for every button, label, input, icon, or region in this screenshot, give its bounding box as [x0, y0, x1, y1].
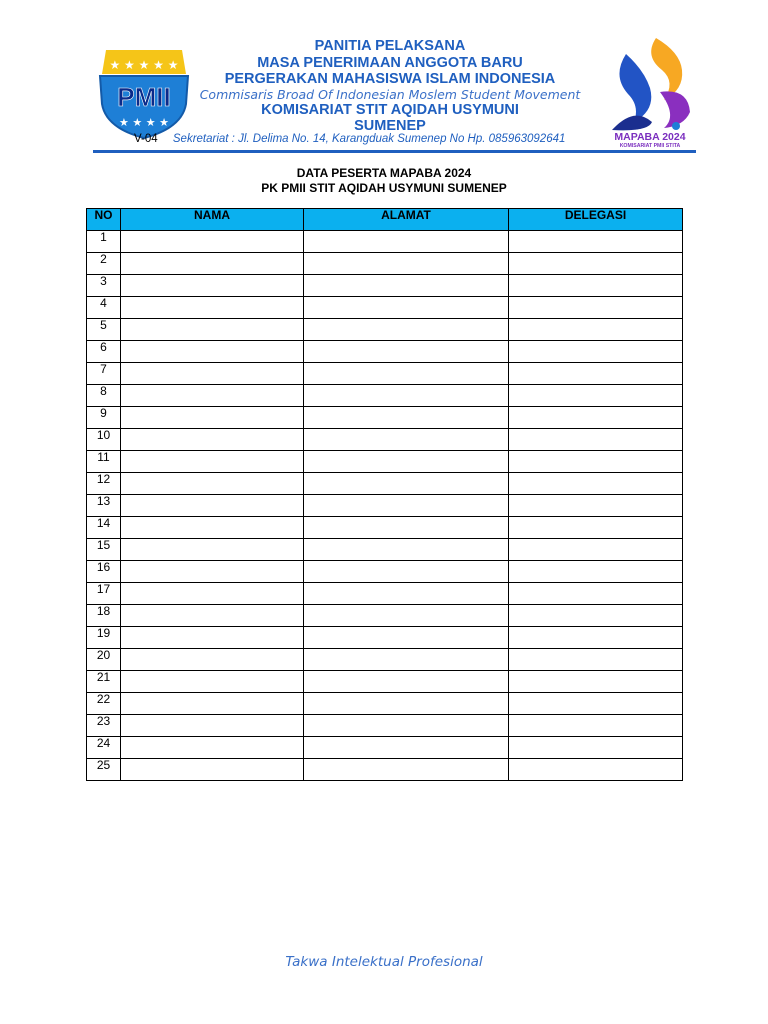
nama-cell[interactable]: [121, 253, 304, 275]
row-number: 1: [87, 231, 121, 253]
delegasi-cell[interactable]: [509, 539, 683, 561]
row-number: 18: [87, 605, 121, 627]
alamat-cell[interactable]: [304, 363, 509, 385]
delegasi-cell[interactable]: [509, 253, 683, 275]
delegasi-cell[interactable]: [509, 495, 683, 517]
nama-cell[interactable]: [121, 693, 304, 715]
alamat-cell[interactable]: [304, 341, 509, 363]
row-number: 20: [87, 649, 121, 671]
delegasi-cell[interactable]: [509, 627, 683, 649]
nama-cell[interactable]: [121, 451, 304, 473]
header-divider: [93, 150, 696, 153]
delegasi-cell[interactable]: [509, 341, 683, 363]
row-number: 7: [87, 363, 121, 385]
delegasi-cell[interactable]: [509, 363, 683, 385]
col-header-nama: NAMA: [121, 209, 304, 231]
table-row: [87, 451, 683, 473]
alamat-cell[interactable]: [304, 649, 509, 671]
table-row: [87, 473, 683, 495]
table-row: [87, 671, 683, 693]
nama-cell[interactable]: [121, 407, 304, 429]
row-number: 23: [87, 715, 121, 737]
row-number: 25: [87, 759, 121, 781]
alamat-cell[interactable]: [304, 693, 509, 715]
table-row: [87, 759, 683, 781]
row-number: 17: [87, 583, 121, 605]
nama-cell[interactable]: [121, 319, 304, 341]
letterhead-line-2: MASA PENERIMAAN ANGGOTA BARU: [257, 54, 523, 71]
alamat-cell[interactable]: [304, 671, 509, 693]
nama-cell[interactable]: [121, 605, 304, 627]
alamat-cell[interactable]: [304, 495, 509, 517]
row-number: 14: [87, 517, 121, 539]
delegasi-cell[interactable]: [509, 671, 683, 693]
delegasi-cell[interactable]: [509, 297, 683, 319]
svg-text:★ ★ ★ ★: ★ ★ ★ ★: [119, 116, 169, 129]
table-row: [87, 407, 683, 429]
delegasi-cell[interactable]: [509, 693, 683, 715]
table-row: [87, 319, 683, 341]
letterhead-line-1: PANITIA PELAKSANA: [314, 38, 466, 54]
alamat-cell[interactable]: [304, 297, 509, 319]
table-row: [87, 627, 683, 649]
delegasi-cell[interactable]: [509, 561, 683, 583]
row-number: 19: [87, 627, 121, 649]
nama-cell[interactable]: [121, 715, 304, 737]
delegasi-cell[interactable]: [509, 605, 683, 627]
nama-cell[interactable]: [121, 737, 304, 759]
document-title-line-2: PK PMII STIT AQIDAH USYMUNI SUMENEP: [261, 180, 507, 195]
alamat-cell[interactable]: [304, 473, 509, 495]
alamat-cell[interactable]: [304, 605, 509, 627]
secretariat-line: [134, 133, 565, 145]
delegasi-cell[interactable]: [509, 715, 683, 737]
alamat-cell[interactable]: [304, 275, 509, 297]
alamat-cell[interactable]: [304, 737, 509, 759]
alamat-cell[interactable]: [304, 429, 509, 451]
row-number: 22: [87, 693, 121, 715]
row-number: 3: [87, 275, 121, 297]
delegasi-cell[interactable]: [509, 319, 683, 341]
nama-cell[interactable]: [121, 275, 304, 297]
delegasi-cell[interactable]: [509, 451, 683, 473]
alamat-cell[interactable]: [304, 759, 509, 781]
nama-cell[interactable]: [121, 759, 304, 781]
mapaba-logo: [604, 36, 696, 148]
table-row: [87, 385, 683, 407]
nama-cell[interactable]: [121, 517, 304, 539]
delegasi-cell[interactable]: [509, 231, 683, 253]
alamat-cell[interactable]: [304, 627, 509, 649]
row-number: 2: [87, 253, 121, 275]
table-row: [87, 737, 683, 759]
delegasi-cell[interactable]: [509, 583, 683, 605]
table-row: [87, 649, 683, 671]
nama-cell[interactable]: [121, 583, 304, 605]
nama-cell[interactable]: [121, 429, 304, 451]
delegasi-cell[interactable]: [509, 473, 683, 495]
letterhead-line-5: KOMISARIAT STIT AQIDAH USYMUNI: [261, 101, 519, 118]
document-title: [0, 166, 768, 195]
col-header-delegasi: DELEGASI: [509, 209, 683, 231]
mapaba-logo-subtitle: KOMISARIAT PMII STITA: [619, 143, 681, 148]
col-header-no: NO: [87, 209, 121, 231]
table-row: [87, 363, 683, 385]
letterhead-line-4: Commisaris Broad Of Indonesian Moslem Student Movement: [199, 86, 581, 102]
alamat-cell[interactable]: [304, 539, 509, 561]
table-row: [87, 253, 683, 275]
col-header-alamat: ALAMAT: [304, 209, 509, 231]
table-row: [87, 429, 683, 451]
table-header-row: [87, 209, 683, 231]
document-title-line-1: DATA PESERTA MAPABA 2024: [296, 166, 472, 180]
delegasi-cell[interactable]: [509, 275, 683, 297]
delegasi-cell[interactable]: [509, 649, 683, 671]
row-number: 9: [87, 407, 121, 429]
alamat-cell[interactable]: [304, 385, 509, 407]
delegasi-cell[interactable]: [509, 407, 683, 429]
svg-text:★ ★ ★ ★ ★: ★ ★ ★ ★ ★: [109, 58, 179, 72]
nama-cell[interactable]: [121, 627, 304, 649]
row-number: 12: [87, 473, 121, 495]
alamat-cell[interactable]: [304, 231, 509, 253]
row-number: 13: [87, 495, 121, 517]
table-row: [87, 275, 683, 297]
nama-cell[interactable]: [121, 671, 304, 693]
nama-cell[interactable]: [121, 561, 304, 583]
nama-cell[interactable]: [121, 385, 304, 407]
nama-cell[interactable]: [121, 473, 304, 495]
mapaba-logo-title: MAPABA 2024: [614, 131, 686, 143]
alamat-cell[interactable]: [304, 253, 509, 275]
alamat-cell[interactable]: [304, 319, 509, 341]
row-number: 4: [87, 297, 121, 319]
pmii-logo-text: PMII: [117, 82, 171, 112]
alamat-cell[interactable]: [304, 407, 509, 429]
letterhead-line-6: SUMENEP: [354, 118, 426, 135]
nama-cell[interactable]: [121, 649, 304, 671]
table-row: [87, 605, 683, 627]
footer-motto: Takwa Intelektual Profesional: [285, 954, 483, 970]
delegasi-cell[interactable]: [509, 737, 683, 759]
row-number: 11: [87, 451, 121, 473]
table-row: [87, 715, 683, 737]
delegasi-cell[interactable]: [509, 517, 683, 539]
row-number: 21: [87, 671, 121, 693]
table-row: [87, 583, 683, 605]
nama-cell[interactable]: [121, 363, 304, 385]
row-number: 15: [87, 539, 121, 561]
nama-cell[interactable]: [121, 231, 304, 253]
table-row: [87, 517, 683, 539]
participant-table: [86, 208, 683, 781]
delegasi-cell[interactable]: [509, 759, 683, 781]
table-row: [87, 341, 683, 363]
alamat-cell[interactable]: [304, 451, 509, 473]
row-number: 16: [87, 561, 121, 583]
delegasi-cell[interactable]: [509, 385, 683, 407]
nama-cell[interactable]: [121, 341, 304, 363]
alamat-cell[interactable]: [304, 517, 509, 539]
row-number: 24: [87, 737, 121, 759]
table-row: [87, 495, 683, 517]
row-number: 5: [87, 319, 121, 341]
table-row: [87, 561, 683, 583]
row-number: 10: [87, 429, 121, 451]
nama-cell[interactable]: [121, 539, 304, 561]
table-row: [87, 297, 683, 319]
nama-cell[interactable]: [121, 297, 304, 319]
letterhead-line-3: PERGERAKAN MAHASISWA ISLAM INDONESIA: [224, 71, 556, 88]
alamat-cell[interactable]: [304, 561, 509, 583]
nama-cell[interactable]: [121, 495, 304, 517]
version-code: V-04: [134, 133, 158, 145]
letterhead: [170, 38, 610, 135]
row-number: 8: [87, 385, 121, 407]
row-number: 6: [87, 341, 121, 363]
table-row: [87, 231, 683, 253]
table-row: [87, 693, 683, 715]
secretariat-address: Sekretariat : Jl. Delima No. 14, Karangduak Sumenep No Hp. 085963092641: [172, 133, 566, 145]
delegasi-cell[interactable]: [509, 429, 683, 451]
alamat-cell[interactable]: [304, 715, 509, 737]
table-row: [87, 539, 683, 561]
alamat-cell[interactable]: [304, 583, 509, 605]
